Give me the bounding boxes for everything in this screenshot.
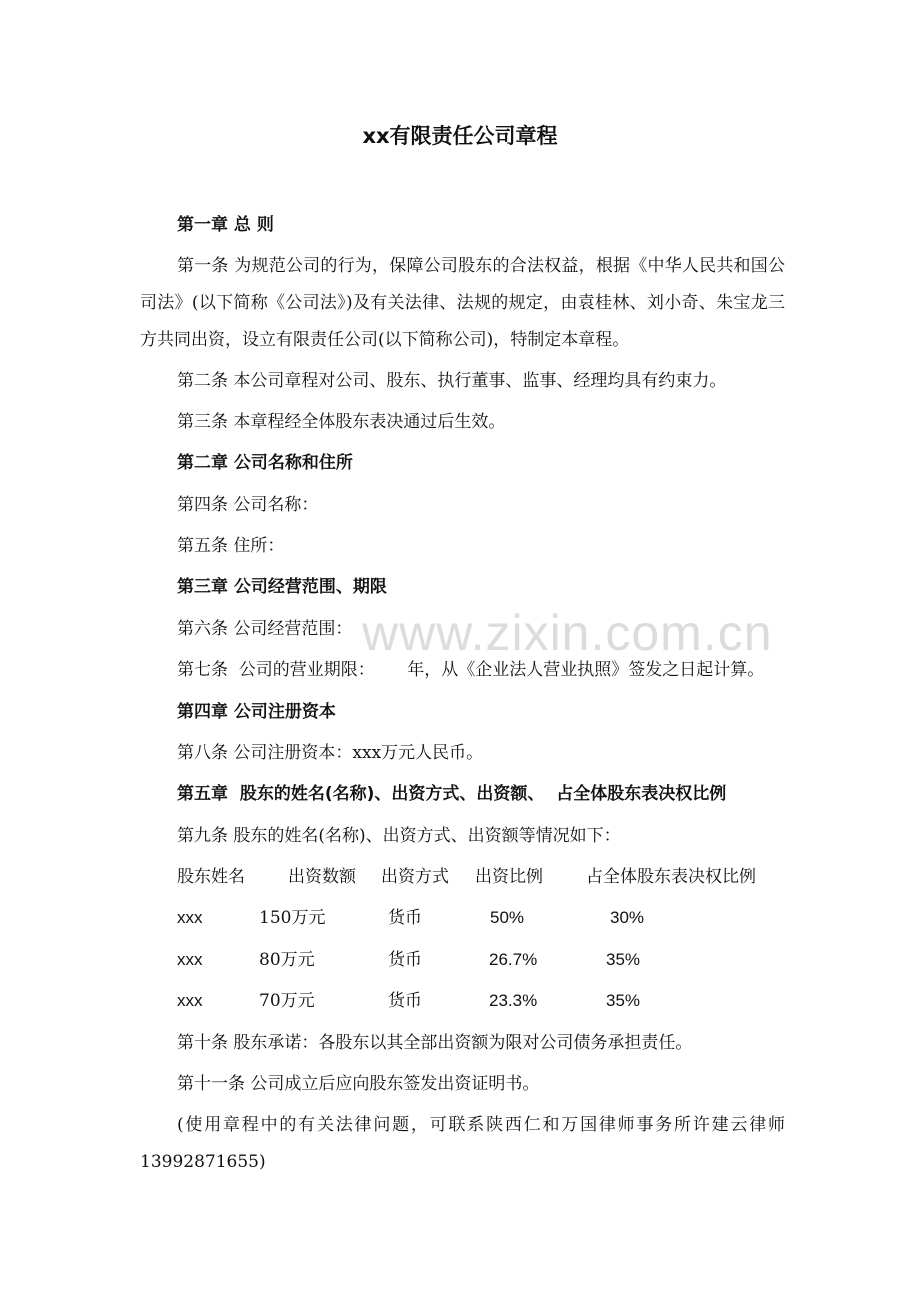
- cell-ratio: 23.3%: [489, 991, 538, 1010]
- chapter-5-heading: 第五章 股东的姓名(名称)、出资方式、出资额、 占全体股东表决权比例: [177, 784, 727, 804]
- cell-name: xxx: [177, 950, 203, 969]
- article-8: 第八条 公司注册资本：xxx万元人民币。: [177, 743, 484, 763]
- cell-voting: 35%: [606, 991, 641, 1010]
- cell-amount: 80万元: [259, 950, 315, 970]
- header-contribution-ratio: 出资比例: [475, 867, 543, 887]
- header-shareholder-name: 股东姓名: [177, 867, 245, 887]
- cell-ratio: 26.7%: [489, 950, 538, 969]
- cell-method: 货币: [388, 908, 422, 928]
- legal-contact-note: (使用章程中的有关法律问题，可联系陕西仁和万国律师事务所许建云律师13992871655): [140, 1115, 785, 1172]
- article-7: 第七条 公司的营业期限： 年，从《企业法人营业执照》签发之日起计算。: [177, 660, 765, 680]
- article-10: 第十条 股东承诺：各股东以其全部出资额为限对公司债务承担责任。: [177, 1033, 693, 1053]
- chapter-3-heading: 第三章 公司经营范围、期限: [177, 577, 387, 597]
- watermark: www.zixin.com.cn: [362, 605, 773, 661]
- cell-ratio: 50%: [490, 908, 525, 927]
- chapter-4-heading: 第四章 公司注册资本: [177, 702, 336, 722]
- article-3: 第三条 本章程经全体股东表决通过后生效。: [177, 412, 506, 432]
- header-contribution-amount: 出资数额: [288, 867, 356, 887]
- cell-method: 货币: [388, 991, 422, 1011]
- article-11: 第十一条 公司成立后应向股东签发出资证明书。: [177, 1074, 540, 1094]
- article-4: 第四条 公司名称：: [177, 495, 319, 515]
- cell-name: xxx: [177, 991, 203, 1010]
- header-contribution-method: 出资方式: [381, 867, 449, 887]
- article-9: 第九条 股东的姓名(名称)、出资方式、出资额等情况如下：: [177, 826, 621, 846]
- chapter-1-heading: 第一章 总 则: [177, 215, 274, 235]
- cell-name: xxx: [177, 908, 203, 927]
- article-5: 第五条 住所：: [177, 536, 285, 556]
- article-2: 第二条 本公司章程对公司、股东、执行董事、监事、经理均具有约束力。: [177, 371, 727, 391]
- document-title: xx有限责任公司章程: [362, 124, 558, 148]
- cell-voting: 35%: [606, 950, 641, 969]
- cell-voting: 30%: [610, 908, 645, 927]
- cell-amount: 70万元: [259, 991, 315, 1011]
- cell-method: 货币: [388, 950, 422, 970]
- header-voting-ratio: 占全体股东表决权比例: [586, 867, 756, 887]
- article-1: 第一条 为规范公司的行为，保障公司股东的合法权益，根据《中华人民共和国公司法》(以下简称《公司法》)及有关法律、法规的规定，由袁桂林、刘小奇、朱宝龙三方共同出资，设立有限责任公司(以下简称公司)，特制定本章程。: [140, 256, 785, 350]
- cell-amount: 150万元: [259, 908, 326, 928]
- chapter-2-heading: 第二章 公司名称和住所: [177, 453, 353, 473]
- article-6: 第六条 公司经营范围：: [177, 619, 353, 639]
